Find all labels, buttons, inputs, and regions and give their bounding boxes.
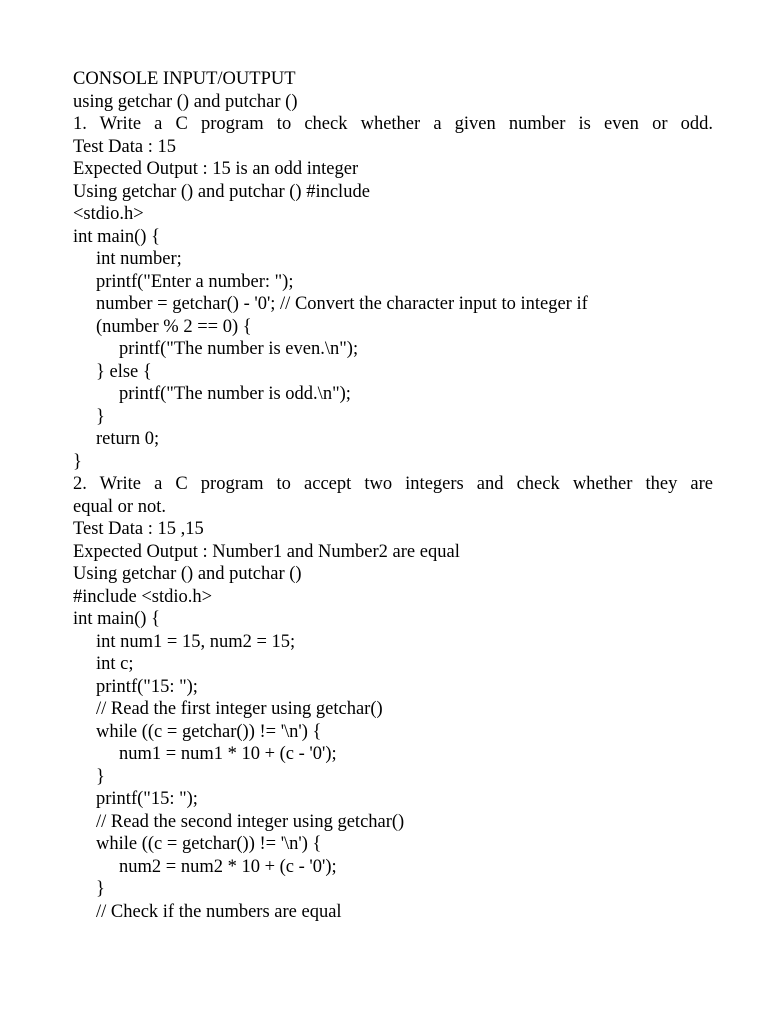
text-line: 2. Write a C program to accept two integers and check whether they are [73,474,713,494]
text-line: using getchar () and putchar () [73,91,298,112]
text-line: printf("15: "); [96,789,198,809]
text-line: CONSOLE INPUT/OUTPUT [73,69,296,89]
text-line: } [73,451,82,472]
text-line: printf("15: "); [96,676,198,697]
document-body [73,68,713,923]
text-line: } [96,879,105,899]
text-line: // Check if the numbers are equal [96,901,342,922]
text-line: int c; [96,654,134,674]
text-line: } [96,406,105,427]
text-line: <stdio.h> [73,204,144,224]
text-line: while ((c = getchar()) != '\n') { [96,834,322,854]
text-line: number = getchar() - '0'; // Convert the character input to integer if [96,294,588,314]
text-line: (number % 2 == 0) { [96,316,252,337]
text-line: Using getchar () and putchar () #include [73,181,370,202]
text-line: int main() { [73,609,160,629]
text-line: int num1 = 15, num2 = 15; [96,631,296,652]
text-line: equal or not. [73,496,166,517]
text-line: printf("Enter a number: "); [96,271,294,292]
text-line: printf("The number is even.\n"); [119,339,359,359]
text-line: } [96,766,105,787]
text-line: #include <stdio.h> [73,586,213,607]
text-line: printf("The number is odd.\n"); [119,384,351,404]
text-line: Using getchar () and putchar () [73,564,302,584]
text-line: Expected Output : Number1 and Number2 are equal [73,541,460,562]
text-line: } else { [96,361,152,382]
text-line: return 0; [96,429,160,449]
text-line: Test Data : 15 [73,136,176,157]
text-line: 1. Write a C program to check whether a given number is even or odd. [73,114,713,134]
text-line: num2 = num2 * 10 + (c - '0'); [119,856,337,877]
text-line: Expected Output : 15 is an odd integer [73,159,359,179]
text-line: int main() { [73,226,160,247]
text-line: num1 = num1 * 10 + (c - '0'); [119,744,337,764]
text-line: Test Data : 15 ,15 [73,519,204,539]
text-line: // Read the first integer using getchar() [96,699,383,719]
text-line: while ((c = getchar()) != '\n') { [96,721,322,742]
text-line: int number; [96,249,182,269]
text-line: // Read the second integer using getchar() [96,811,405,832]
